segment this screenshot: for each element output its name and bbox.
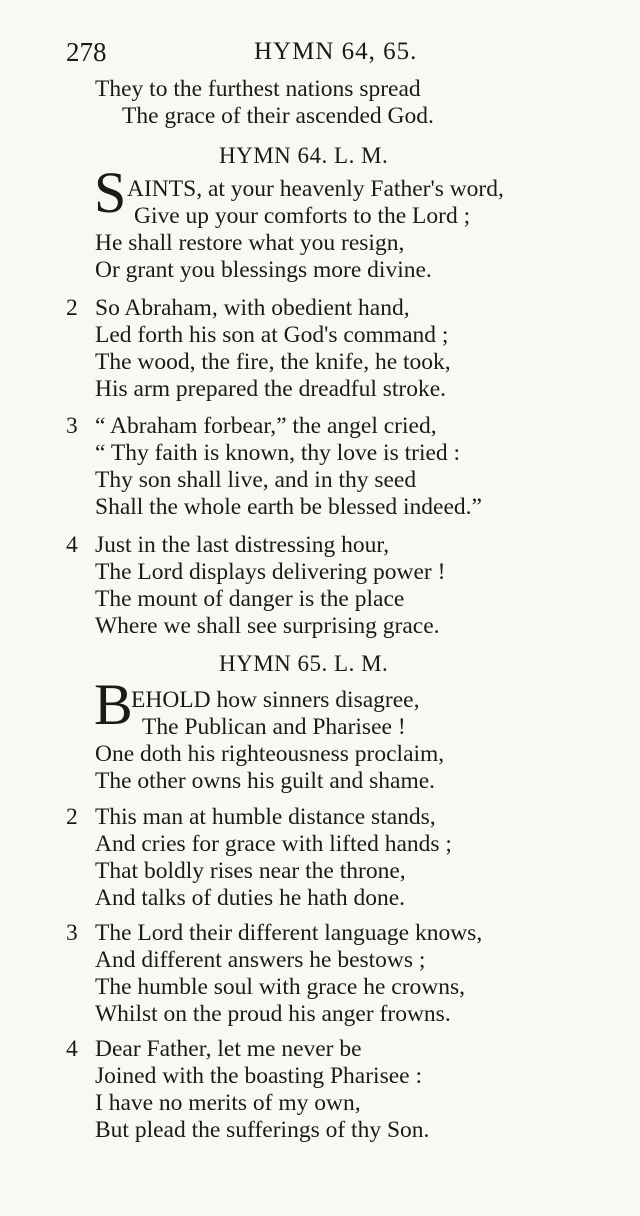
hymn-64-verse-2-number: 2 xyxy=(66,295,78,321)
hymn-64-v4-line-2: The Lord displays delivering power ! xyxy=(95,559,446,585)
hymn-65-v1-line-3: One doth his righteousness proclaim, xyxy=(95,741,445,767)
hymn-64-v1-line-3: He shall restore what you resign, xyxy=(95,230,405,256)
hymn-65-v4-line-3: I have no merits of my own, xyxy=(95,1090,361,1116)
hymn-64-v2-line-2: Led forth his son at God's command ; xyxy=(95,322,449,348)
page-header xyxy=(66,34,586,70)
hymn-64-v2-line-1: So Abraham, with obedient hand, xyxy=(95,295,410,321)
continuation-line-1: They to the furthest nations spread xyxy=(95,76,421,102)
hymn-64-v3-line-2: “ Thy faith is known, thy love is tried : xyxy=(95,440,461,466)
hymn-65-verse-4-number: 4 xyxy=(66,1036,78,1062)
hymn-65-v4-line-2: Joined with the boasting Pharisee : xyxy=(95,1063,422,1089)
hymn-64-v4-line-3: The mount of danger is the place xyxy=(95,586,405,612)
page-number: 278 xyxy=(66,37,107,67)
hymn-64-v1-line-1: AINTS, at your heavenly Father's word, xyxy=(127,176,504,202)
hymn-65-v2-line-3: That boldly rises near the throne, xyxy=(95,858,406,884)
running-head: HYMN 64, 65. xyxy=(254,38,418,65)
hymn-65-v4-line-1: Dear Father, let me never be xyxy=(95,1036,362,1062)
hymn-65-v2-line-2: And cries for grace with lifted hands ; xyxy=(95,831,452,857)
hymn-64-verse-4-number: 4 xyxy=(66,532,78,558)
hymn-65-v1-line-1: EHOLD how sinners disagree, xyxy=(131,687,420,713)
hymn-65-v3-line-4: Whilst on the proud his anger frowns. xyxy=(95,1001,451,1027)
hymn-65-v3-line-2: And different answers he bestows ; xyxy=(95,947,426,973)
hymn-64-v3-line-1: “ Abraham forbear,” the angel cried, xyxy=(95,413,437,439)
hymn-64-v2-line-4: His arm prepared the dreadful stroke. xyxy=(95,376,447,402)
hymn-65-v2-line-1: This man at humble distance stands, xyxy=(95,804,436,830)
hymn-64-dropcap: S xyxy=(94,160,127,225)
hymn-65-verse-2-number: 2 xyxy=(66,804,78,830)
hymn-64-verse-3-number: 3 xyxy=(66,413,78,439)
hymn-65-verse-3-number: 3 xyxy=(66,920,78,946)
hymn-64-v2-line-3: The wood, the fire, the knife, he took, xyxy=(95,349,451,375)
hymn-64-v3-line-3: Thy son shall live, and in thy seed xyxy=(95,467,417,493)
hymn-64-v4-line-4: Where we shall see surprising grace. xyxy=(95,613,440,639)
hymn-65-v2-line-4: And talks of duties he hath done. xyxy=(95,885,406,911)
hymn-65-v3-line-3: The humble soul with grace he crowns, xyxy=(95,974,466,1000)
hymn-64-v1-line-4: Or grant you blessings more divine. xyxy=(95,257,432,283)
hymn-65-v1-line-4: The other owns his guilt and shame. xyxy=(95,768,436,794)
hymn-65-v3-line-1: The Lord their different language knows, xyxy=(95,920,483,946)
hymn-65-dropcap: B xyxy=(94,672,133,737)
hymn-65-v1-line-2: The Publican and Pharisee ! xyxy=(142,714,406,740)
hymn-64-title: HYMN 64. L. M. xyxy=(219,143,389,168)
hymn-65-title: HYMN 65. L. M. xyxy=(219,651,389,676)
hymn-65-v4-line-4: But plead the sufferings of thy Son. xyxy=(95,1117,430,1143)
hymn-64-v3-line-4: Shall the whole earth be blessed indeed.” xyxy=(95,494,482,520)
hymn-64-v4-line-1: Just in the last distressing hour, xyxy=(95,532,390,558)
continuation-line-2: The grace of their ascended God. xyxy=(122,103,434,129)
hymn-64-v1-line-2: Give up your comforts to the Lord ; xyxy=(134,203,471,229)
